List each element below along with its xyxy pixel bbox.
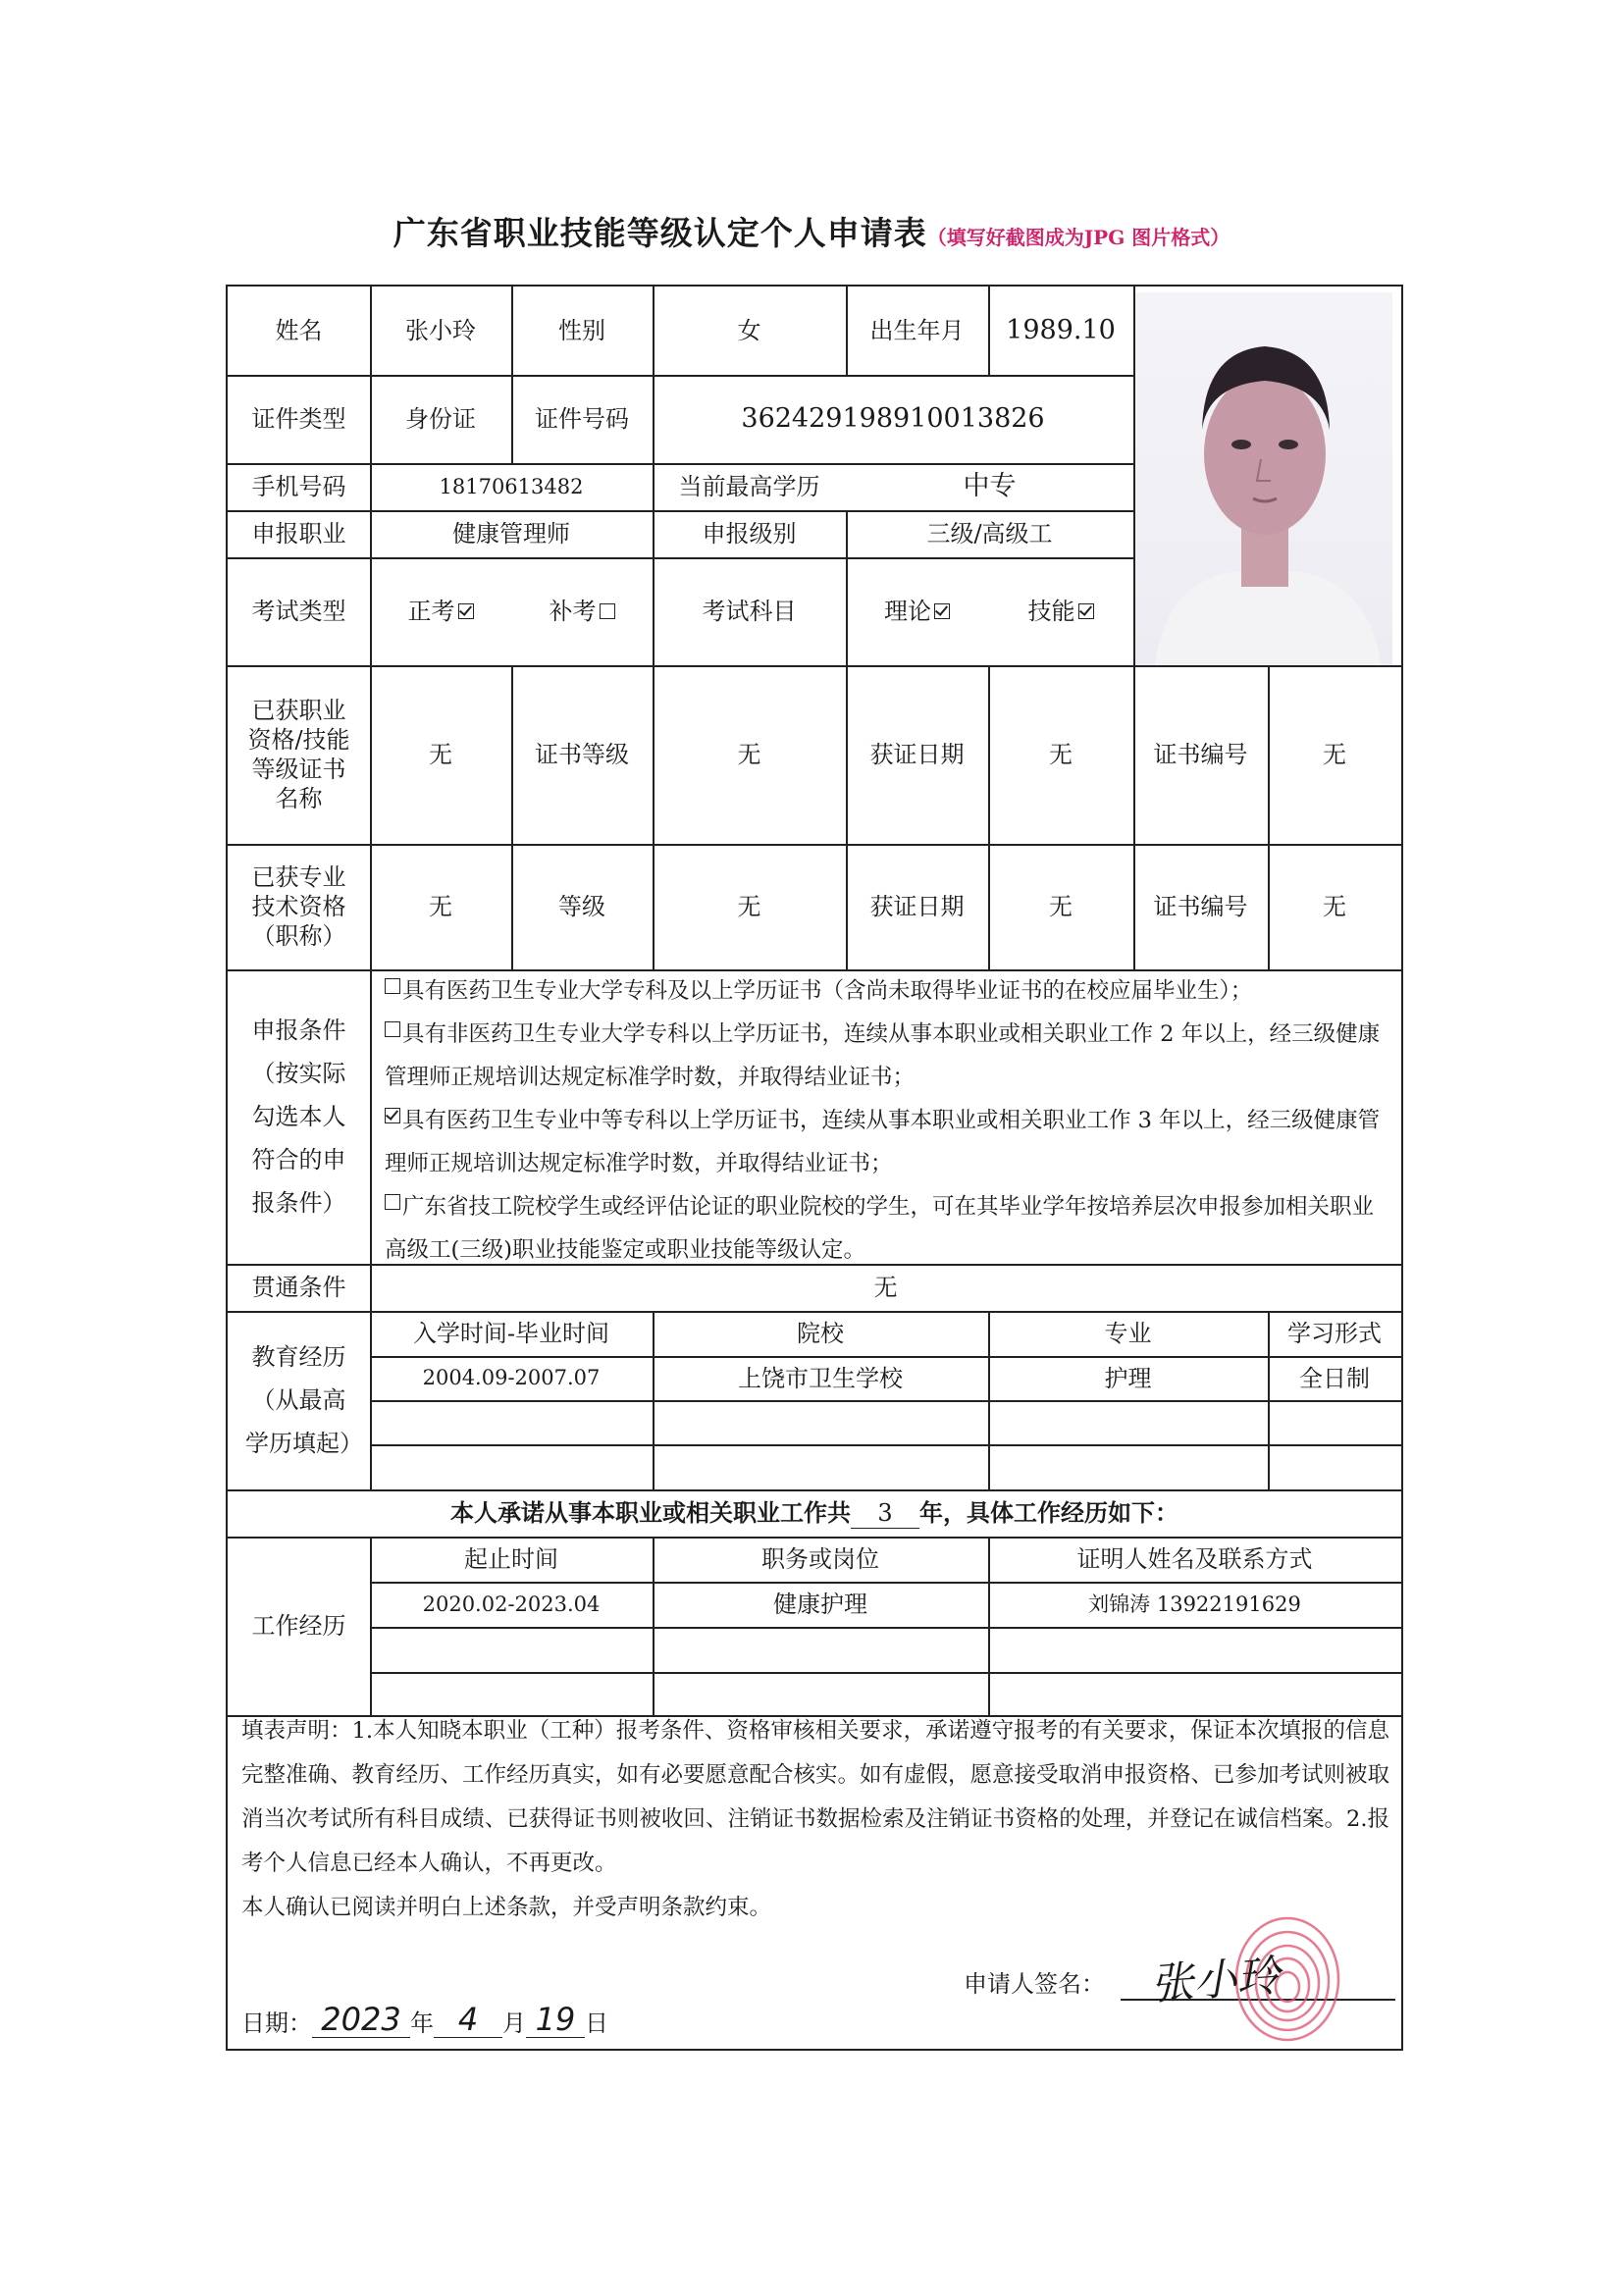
vocational-qual-value: 无 [429, 741, 452, 768]
condition-checkbox-2[interactable] [385, 1021, 400, 1037]
condition-checkbox-1[interactable] [385, 978, 400, 994]
condition-checkbox-3[interactable] [385, 1108, 400, 1123]
date-label: 日期： [241, 2009, 312, 2037]
edu-header-school: 院校 [797, 1320, 844, 1347]
prof-date-label: 获证日期 [869, 893, 965, 920]
gender-value: 女 [737, 317, 761, 344]
applicant-signature: 张小玲 [1148, 1951, 1282, 2010]
prof-qual-label: 已获专业技术资格（职称） [251, 863, 346, 950]
declaration-confirm: 本人确认已阅读并明白上述条款，并受声明条款约束。 [241, 1895, 772, 1920]
prof-level-label: 等级 [558, 893, 605, 920]
name-label: 姓名 [275, 317, 323, 344]
job-value: 健康管理师 [452, 520, 570, 548]
condition-item[interactable] [385, 1099, 1395, 1185]
declaration [241, 1709, 1389, 1930]
level-label: 申报级别 [702, 520, 797, 548]
edu-header-mode: 学习形式 [1287, 1320, 1382, 1347]
condition-item[interactable] [385, 969, 1395, 1013]
name-value: 张小玲 [405, 317, 476, 344]
date-month: 4 [434, 2002, 502, 2038]
subject-theory-option[interactable] [846, 557, 988, 665]
declaration-text: 填表声明：1.本人知晓本职业（工种）报考条件、资格审核相关要求，承诺遵守报考的有关要求，保证本次填报的信息完整准确、教育经历、工作经历真实，如有必要愿意配合核实。如有虚假，愿意接受取消申报资格、已参加考试则被取消当次考试所有科目成绩、已获得证书则被收回、注销证书数据检索及注销证书资格的处理，并登记在诚信档案。2.报考个人信息已经本人确认，不再更改。 [241, 1718, 1390, 1876]
date-day-unit: 日 [585, 2009, 608, 2037]
edu-label: 当前最高学历 [678, 473, 820, 500]
date-year-unit: 年 [410, 2009, 434, 2037]
subject-skill-text: 技能 [1027, 598, 1075, 625]
condition-item[interactable] [385, 1185, 1395, 1272]
edu-row-school: 上饶市卫生学校 [738, 1364, 903, 1392]
cert-level-label: 证书等级 [535, 741, 629, 768]
conditions-label-block [228, 969, 370, 1264]
prof-qual-value: 无 [429, 893, 452, 920]
edu-header-period: 入学时间-毕业时间 [412, 1320, 610, 1347]
edu-value: 中专 [963, 471, 1017, 502]
cert-no-label: 证书编号 [1153, 741, 1248, 768]
subject-theory-checkbox[interactable] [934, 603, 950, 619]
exam-makeup-option[interactable] [511, 557, 653, 665]
subject-skill-checkbox[interactable] [1078, 603, 1094, 619]
pledge-years: 3 [851, 1498, 919, 1529]
cert-level-value: 无 [737, 741, 761, 768]
signature-label: 申请人签名： [964, 1970, 1105, 1998]
id-no-value: 362429198910013826 [741, 403, 1045, 435]
conditions-note: （按实际勾选本人符合的申报条件） [251, 1060, 346, 1217]
id-type-value: 身份证 [405, 405, 476, 433]
issue-date-value: 无 [1049, 741, 1073, 768]
vocational-qual-label: 已获职业资格/技能等级证书名称 [247, 697, 350, 812]
condition-text-1: 具有医药卫生专业大学专科及以上学历证书（含尚未取得毕业证书的在校应届毕业生）； [402, 978, 1253, 1004]
prof-no-value: 无 [1323, 893, 1346, 920]
id-type-label: 证件类型 [251, 405, 346, 433]
work-header-reference: 证明人姓名及联系方式 [1076, 1545, 1313, 1573]
condition-item[interactable] [385, 1013, 1395, 1099]
gender-label: 性别 [558, 317, 605, 344]
work-header-position: 职务或岗位 [761, 1545, 879, 1573]
phone-label: 手机号码 [251, 473, 346, 500]
applicant-photo [1135, 292, 1392, 665]
pledge-suffix: 年，具体工作经历如下： [919, 1498, 1178, 1527]
level-value: 三级/高级工 [926, 520, 1053, 548]
conditions-label: 申报条件 [251, 1017, 346, 1044]
through-label: 贯通条件 [251, 1274, 346, 1301]
education-note: （从最高学历填起） [245, 1386, 363, 1457]
condition-text-3: 具有医药卫生专业中等专科以上学历证书，连续从事本职业或相关职业工作 3 年以上，经三级健康管理师正规培训达规定标准学时数，并取得结业证书； [385, 1108, 1381, 1176]
education-label-block [228, 1311, 370, 1489]
exam-regular-text: 正考 [407, 598, 455, 625]
edu-row-major: 护理 [1104, 1364, 1152, 1392]
portrait-image [1135, 292, 1392, 665]
subject-skill-option[interactable] [988, 557, 1133, 665]
issue-date-label: 获证日期 [869, 741, 965, 768]
exam-subject-label: 考试科目 [702, 598, 797, 625]
phone-value: 18170613482 [439, 474, 584, 498]
application-form [226, 285, 1403, 2051]
exam-makeup-checkbox[interactable] [600, 603, 615, 619]
condition-checkbox-4[interactable] [385, 1194, 400, 1210]
edu-header-major: 专业 [1104, 1320, 1152, 1347]
form-title [0, 208, 1623, 254]
exam-type-label: 考试类型 [251, 598, 346, 625]
title-main: 广东省职业技能等级认定个人申请表 [393, 214, 927, 252]
pledge-prefix: 本人承诺从事本职业或相关职业工作共 [450, 1498, 851, 1527]
date-month-unit: 月 [502, 2009, 526, 2037]
condition-text-4: 广东省技工院校学生或经评估论证的职业院校的学生，可在其毕业学年按培养层次申报参加相关职业高级工(三级)职业技能鉴定或职业技能等级认定。 [385, 1194, 1375, 1263]
date-year: 2023 [312, 2002, 410, 2038]
work-row-period: 2020.02-2023.04 [422, 1592, 601, 1616]
prof-no-label: 证书编号 [1153, 893, 1248, 920]
id-no-label: 证件号码 [535, 405, 629, 433]
date-day: 19 [526, 2002, 585, 2038]
birth-label: 出生年月 [869, 317, 965, 344]
work-pledge [228, 1489, 1401, 1537]
prof-date-value: 无 [1049, 893, 1073, 920]
exam-regular-checkbox[interactable] [458, 603, 474, 619]
birth-value: 1989.10 [1006, 315, 1116, 346]
work-label: 工作经历 [251, 1612, 346, 1640]
cert-no-value: 无 [1323, 741, 1346, 768]
title-note: （填写好截图成为JPG 图片格式） [926, 226, 1230, 249]
job-label: 申报职业 [251, 520, 346, 548]
exam-makeup-text: 补考 [549, 598, 597, 625]
education-label: 教育经历 [251, 1343, 346, 1371]
subject-theory-text: 理论 [884, 598, 931, 625]
prof-level-value: 无 [737, 893, 761, 920]
date-row [241, 2002, 608, 2038]
through-value: 无 [873, 1274, 898, 1301]
edu-row-period: 2004.09-2007.07 [422, 1366, 601, 1390]
work-row-reference: 刘锦涛 13922191629 [1088, 1592, 1301, 1616]
condition-text-2: 具有非医药卫生专业大学专科以上学历证书，连续从事本职业或相关职业工作 2 年以上，经三级健康管理师正规培训达规定标准学时数，并取得结业证书； [385, 1021, 1381, 1090]
work-header-period: 起止时间 [464, 1545, 558, 1573]
edu-row-mode: 全日制 [1299, 1364, 1370, 1392]
work-row-position: 健康护理 [773, 1591, 867, 1618]
exam-regular-option[interactable] [370, 557, 511, 665]
